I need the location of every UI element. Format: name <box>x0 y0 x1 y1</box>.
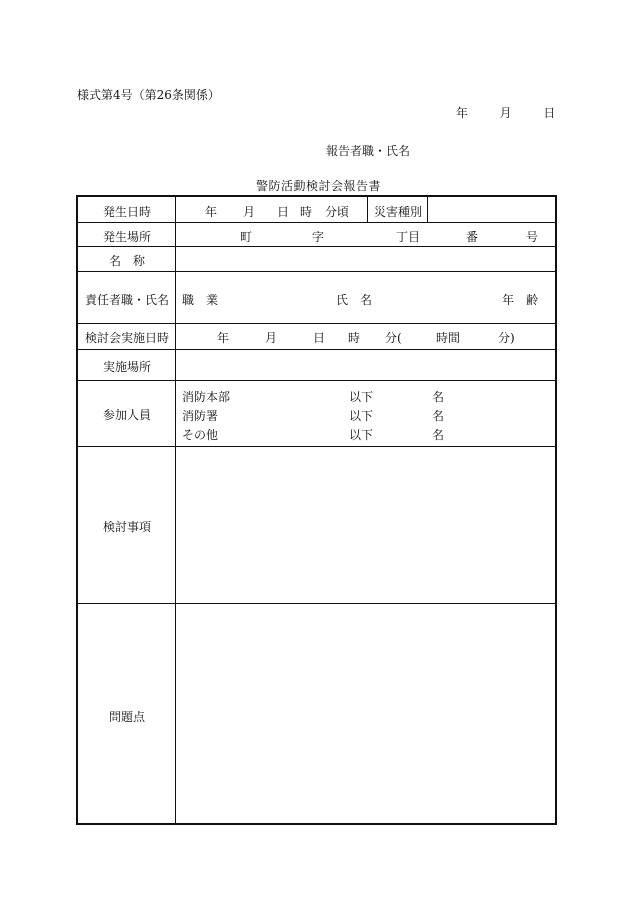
row-divider <box>78 603 555 604</box>
participant-org: 消防署 <box>182 409 219 423</box>
occurrence-day[interactable]: 日 <box>277 205 290 219</box>
form-number: 様式第4号（第26条関係） <box>77 88 220 102</box>
occurrence-hour[interactable]: 時 <box>300 205 313 219</box>
row-divider <box>78 271 555 272</box>
date-day: 日 <box>543 106 556 120</box>
topics-label: 検討事項 <box>102 520 151 534</box>
participant-unit: 名 <box>432 428 445 442</box>
participant-suffix: 以下 <box>349 409 374 423</box>
participant-unit: 名 <box>432 409 445 423</box>
participant-unit: 名 <box>432 390 445 404</box>
report-form-table <box>76 195 557 825</box>
meeting-hour[interactable]: 時 <box>348 331 361 345</box>
disaster-type-label: 災害種別 <box>374 205 423 219</box>
row-divider <box>78 222 555 223</box>
participant-org: その他 <box>182 428 219 442</box>
occurrence-datetime-label: 発生日時 <box>102 205 151 219</box>
responsible-name[interactable]: 氏 名 <box>336 293 373 307</box>
date-year: 年 <box>456 106 469 120</box>
responsible-person-label: 責任者職・氏名 <box>84 293 169 307</box>
report-date <box>456 104 555 121</box>
location-aza[interactable]: 字 <box>312 230 325 244</box>
location-go[interactable]: 号 <box>526 230 539 244</box>
occurrence-month[interactable]: 月 <box>243 205 256 219</box>
meeting-datetime-label: 検討会実施日時 <box>84 331 169 345</box>
participant-org: 消防本部 <box>182 390 231 404</box>
occurrence-minute[interactable]: 分頃 <box>325 205 350 219</box>
row-divider <box>78 246 555 247</box>
location-ban[interactable]: 番 <box>466 230 479 244</box>
meeting-duration-minutes[interactable]: 分) <box>498 331 515 345</box>
location-chome[interactable]: 丁目 <box>396 230 421 244</box>
document-title: 警防活動検討会報告書 <box>256 179 382 193</box>
meeting-year[interactable]: 年 <box>217 331 230 345</box>
row-divider <box>78 323 555 324</box>
reporter-name-label: 報告者職・氏名 <box>326 144 411 158</box>
occurrence-year[interactable]: 年 <box>205 205 218 219</box>
location-label: 発生場所 <box>102 230 151 244</box>
column-divider <box>367 197 368 222</box>
row-divider <box>78 349 555 350</box>
location-town[interactable]: 町 <box>240 230 253 244</box>
participant-suffix: 以下 <box>349 390 374 404</box>
participants-label: 参加人員 <box>102 408 151 422</box>
facility-name-label: 名 称 <box>108 254 145 268</box>
meeting-day[interactable]: 日 <box>313 331 326 345</box>
row-divider <box>78 380 555 381</box>
responsible-age[interactable]: 年 齢 <box>502 293 539 307</box>
column-divider <box>427 197 428 222</box>
date-month: 月 <box>499 106 512 120</box>
row-divider <box>78 446 555 447</box>
responsible-occupation[interactable]: 職 業 <box>182 293 219 307</box>
meeting-month[interactable]: 月 <box>265 331 278 345</box>
participant-suffix: 以下 <box>349 428 374 442</box>
meeting-minute[interactable]: 分( <box>385 331 402 345</box>
venue-label: 実施場所 <box>102 360 151 374</box>
meeting-duration-hours[interactable]: 時間 <box>436 331 461 345</box>
issues-label: 問題点 <box>108 710 145 724</box>
